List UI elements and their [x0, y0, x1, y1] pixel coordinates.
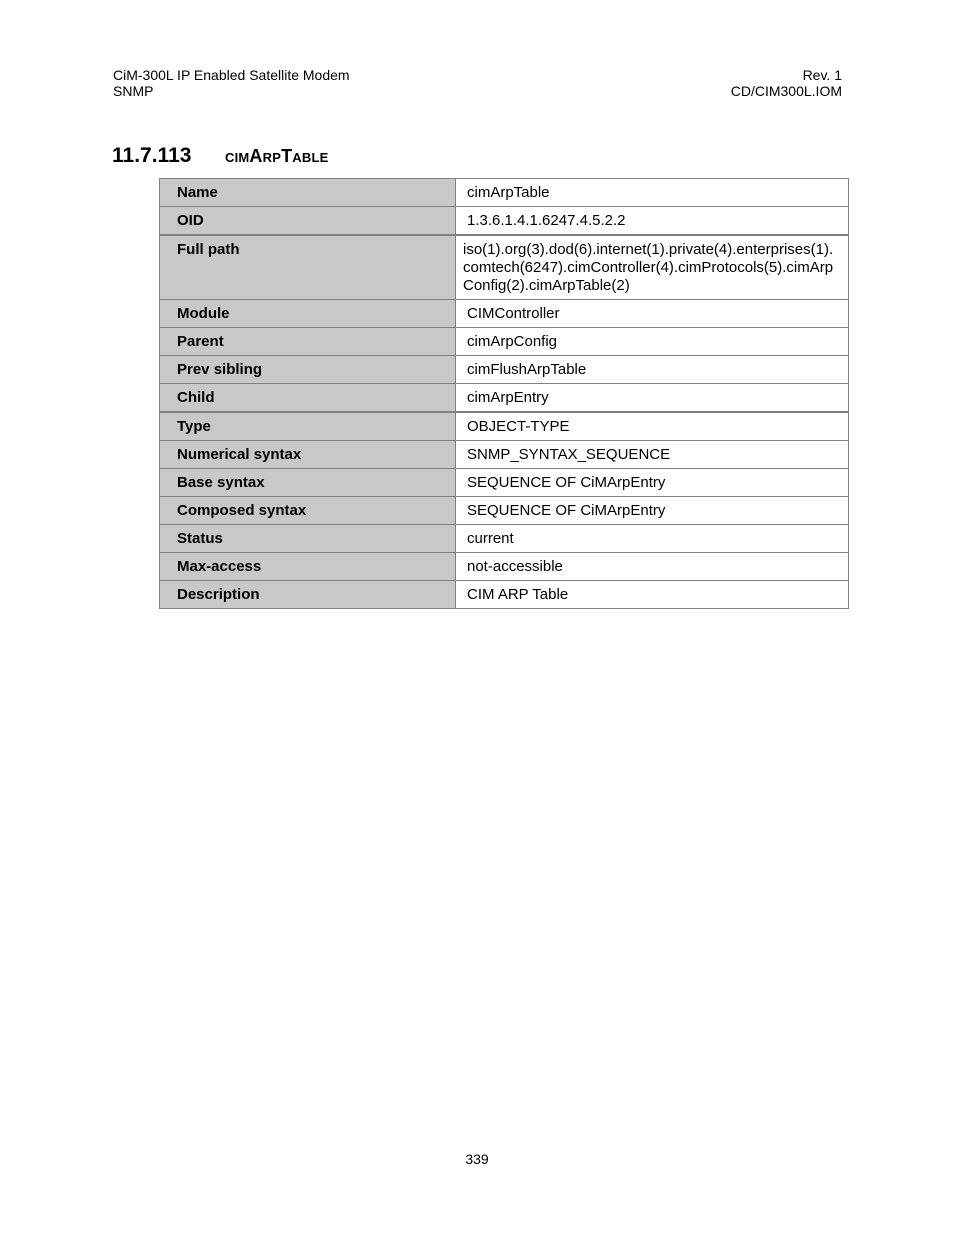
page-header-left: [113, 67, 350, 99]
row-label: Parent: [160, 328, 456, 356]
section-heading: [112, 144, 328, 168]
table-row: [160, 525, 849, 553]
header-section: SNMP: [113, 83, 154, 99]
row-label: Prev sibling: [160, 356, 456, 384]
row-label: Module: [160, 300, 456, 328]
row-label: Type: [160, 412, 456, 441]
table-row: [160, 497, 849, 525]
table-row: [160, 207, 849, 236]
page-number: 339: [465, 1151, 489, 1167]
row-value: 1.3.6.1.4.1.6247.4.5.2.2: [456, 207, 849, 236]
row-value: cimArpConfig: [456, 328, 849, 356]
row-label: Numerical syntax: [160, 441, 456, 469]
row-label: Description: [160, 581, 456, 609]
row-value: SEQUENCE OF CiMArpEntry: [456, 497, 849, 525]
row-label: Max-access: [160, 553, 456, 581]
row-value: cimArpEntry: [456, 384, 849, 413]
row-label: Name: [160, 179, 456, 207]
row-value: iso(1).org(3).dod(6).internet(1).private(4).enterprises(1).comtech(6247).cimController(4).cimProtocols(5).cimArpConfig(2).cimArpTable(2): [456, 235, 849, 300]
table-row: [160, 412, 849, 441]
row-label: Status: [160, 525, 456, 553]
row-label: Composed syntax: [160, 497, 456, 525]
table-row: [160, 179, 849, 207]
header-product: CiM-300L IP Enabled Satellite Modem: [113, 67, 350, 83]
table-row: [160, 469, 849, 497]
header-doc-id: CD/CIM300L.IOM: [730, 83, 842, 99]
section-name: cimArpTable: [225, 146, 329, 166]
table-row: [160, 553, 849, 581]
row-value: SNMP_SYNTAX_SEQUENCE: [456, 441, 849, 469]
page-header-right: [731, 67, 842, 99]
table-row: [160, 356, 849, 384]
row-label: OID: [160, 207, 456, 236]
mib-object-table: [159, 178, 849, 609]
row-value: cimFlushArpTable: [456, 356, 849, 384]
row-label: Child: [160, 384, 456, 413]
row-label: Base syntax: [160, 469, 456, 497]
row-value: OBJECT-TYPE: [456, 412, 849, 441]
table-row: [160, 441, 849, 469]
table-row: [160, 581, 849, 609]
table-row: [160, 328, 849, 356]
row-value: cimArpTable: [456, 179, 849, 207]
table-row: [160, 235, 849, 300]
table-row: [160, 300, 849, 328]
table-row: [160, 384, 849, 413]
row-value: not-accessible: [456, 553, 849, 581]
header-revision: Rev. 1: [802, 67, 842, 83]
row-value: current: [456, 525, 849, 553]
row-value: CIM ARP Table: [456, 581, 849, 609]
row-value: SEQUENCE OF CiMArpEntry: [456, 469, 849, 497]
row-value: CIMController: [456, 300, 849, 328]
row-label: Full path: [160, 235, 456, 300]
section-number: 11.7.113: [112, 144, 192, 167]
